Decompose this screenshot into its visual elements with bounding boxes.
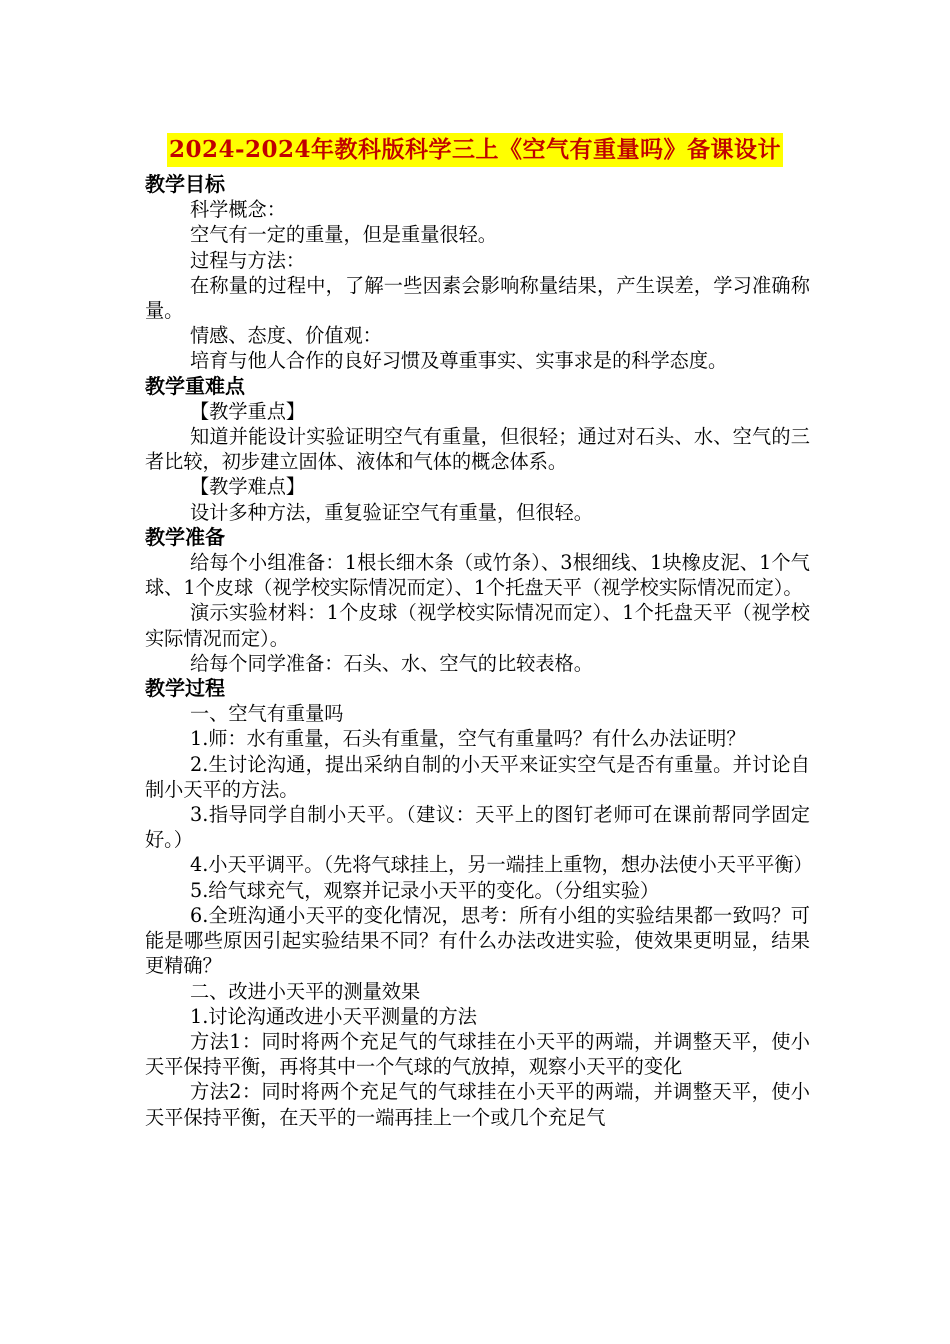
process-step-5: 5.给气球充气，观察并记录小天平的变化。（分组实验） [190,878,660,902]
key-difficulty-label: 【教学难点】 [190,475,306,499]
process-part2-title: 二、改进小天平的测量效果 [190,979,421,1003]
goal-process-text: 在称量的过程中，了解一些因素会影响称量结果，产生误差，学习准确称量。 [145,273,810,323]
process-step-6: 6.全班沟通小天平的变化情况，思考：所有小组的实验结果都一致吗？可能是哪些原因引起实验结果不同？有什么办法改进实验，使效果更明显，结果更精确？ [145,903,810,978]
section-heading-process: 教学过程 [145,676,225,701]
process-step-1: 1.师：水有重量，石头有重量，空气有重量吗？有什么办法证明？ [190,727,746,751]
key-focus-text: 知道并能设计实验证明空气有重量，但很轻；通过对石头、水、空气的三者比较，初步建立固体、液体和气体的概念体系。 [145,425,810,474]
prep-student-text: 给每个同学准备：石头、水、空气的比较表格。 [190,651,593,675]
prep-demo-text: 演示实验材料：1个皮球（视学校实际情况而定）、1个托盘天平（视学校实际情况而定）。 [145,601,810,650]
process-method-1: 方法1：同时将两个充足气的气球挂在小天平的两端，并调整天平，使小天平保持平衡，再将其中一个气球的气放掉，观察小天平的变化 [145,1029,810,1079]
key-difficulty-text: 设计多种方法，重复验证空气有重量，但很轻。 [190,500,593,524]
process-step-4: 4.小天平调平。（先将气球挂上，另一端挂上重物，想办法使小天平平衡） [190,853,813,877]
document-body [145,172,813,1130]
key-focus-label: 【教学重点】 [190,399,306,423]
goal-attitude-text: 培育与他人合作的良好习惯及尊重事实、实事求是的科学态度。 [190,349,728,373]
goal-attitude-label: 情感、态度、价值观： [190,324,382,348]
process-method-2: 方法2：同时将两个充足气的气球挂在小天平的两端，并调整天平，使小天平保持平衡，在天平的一端再挂上一个或几个充足气 [145,1080,810,1129]
goal-process-label: 过程与方法： [190,248,306,272]
process-part1-title: 一、空气有重量吗 [190,702,344,726]
goal-concept-label: 科学概念： [190,198,286,222]
process-part2-step-1: 1.讨论沟通改进小天平测量的方法 [190,1004,477,1028]
prep-group-text: 给每个小组准备：1根长细木条（或竹条）、3根细线、1块橡皮泥、1个气球、1个皮球（视学校实际情况而定）、1个托盘天平（视学校实际情况而定）。 [145,551,810,600]
section-heading-prep: 教学准备 [145,524,225,549]
title-wrapper [0,133,950,167]
section-heading-goals: 教学目标 [145,172,225,196]
section-heading-key-points: 教学重难点 [145,373,245,398]
goal-concept-text: 空气有一定的重量，但是重量很轻。 [190,223,497,247]
process-step-2: 2.生讨论沟通，提出采纳自制的小天平来证实空气是否有重量。并讨论自制小天平的方法。 [145,752,810,801]
process-step-3: 3.指导同学自制小天平。（建议：天平上的图钉老师可在课前帮同学固定好。） [145,803,810,852]
document-title: 2024-2024年教科版科学三上《空气有重量吗》备课设计 [167,133,783,167]
